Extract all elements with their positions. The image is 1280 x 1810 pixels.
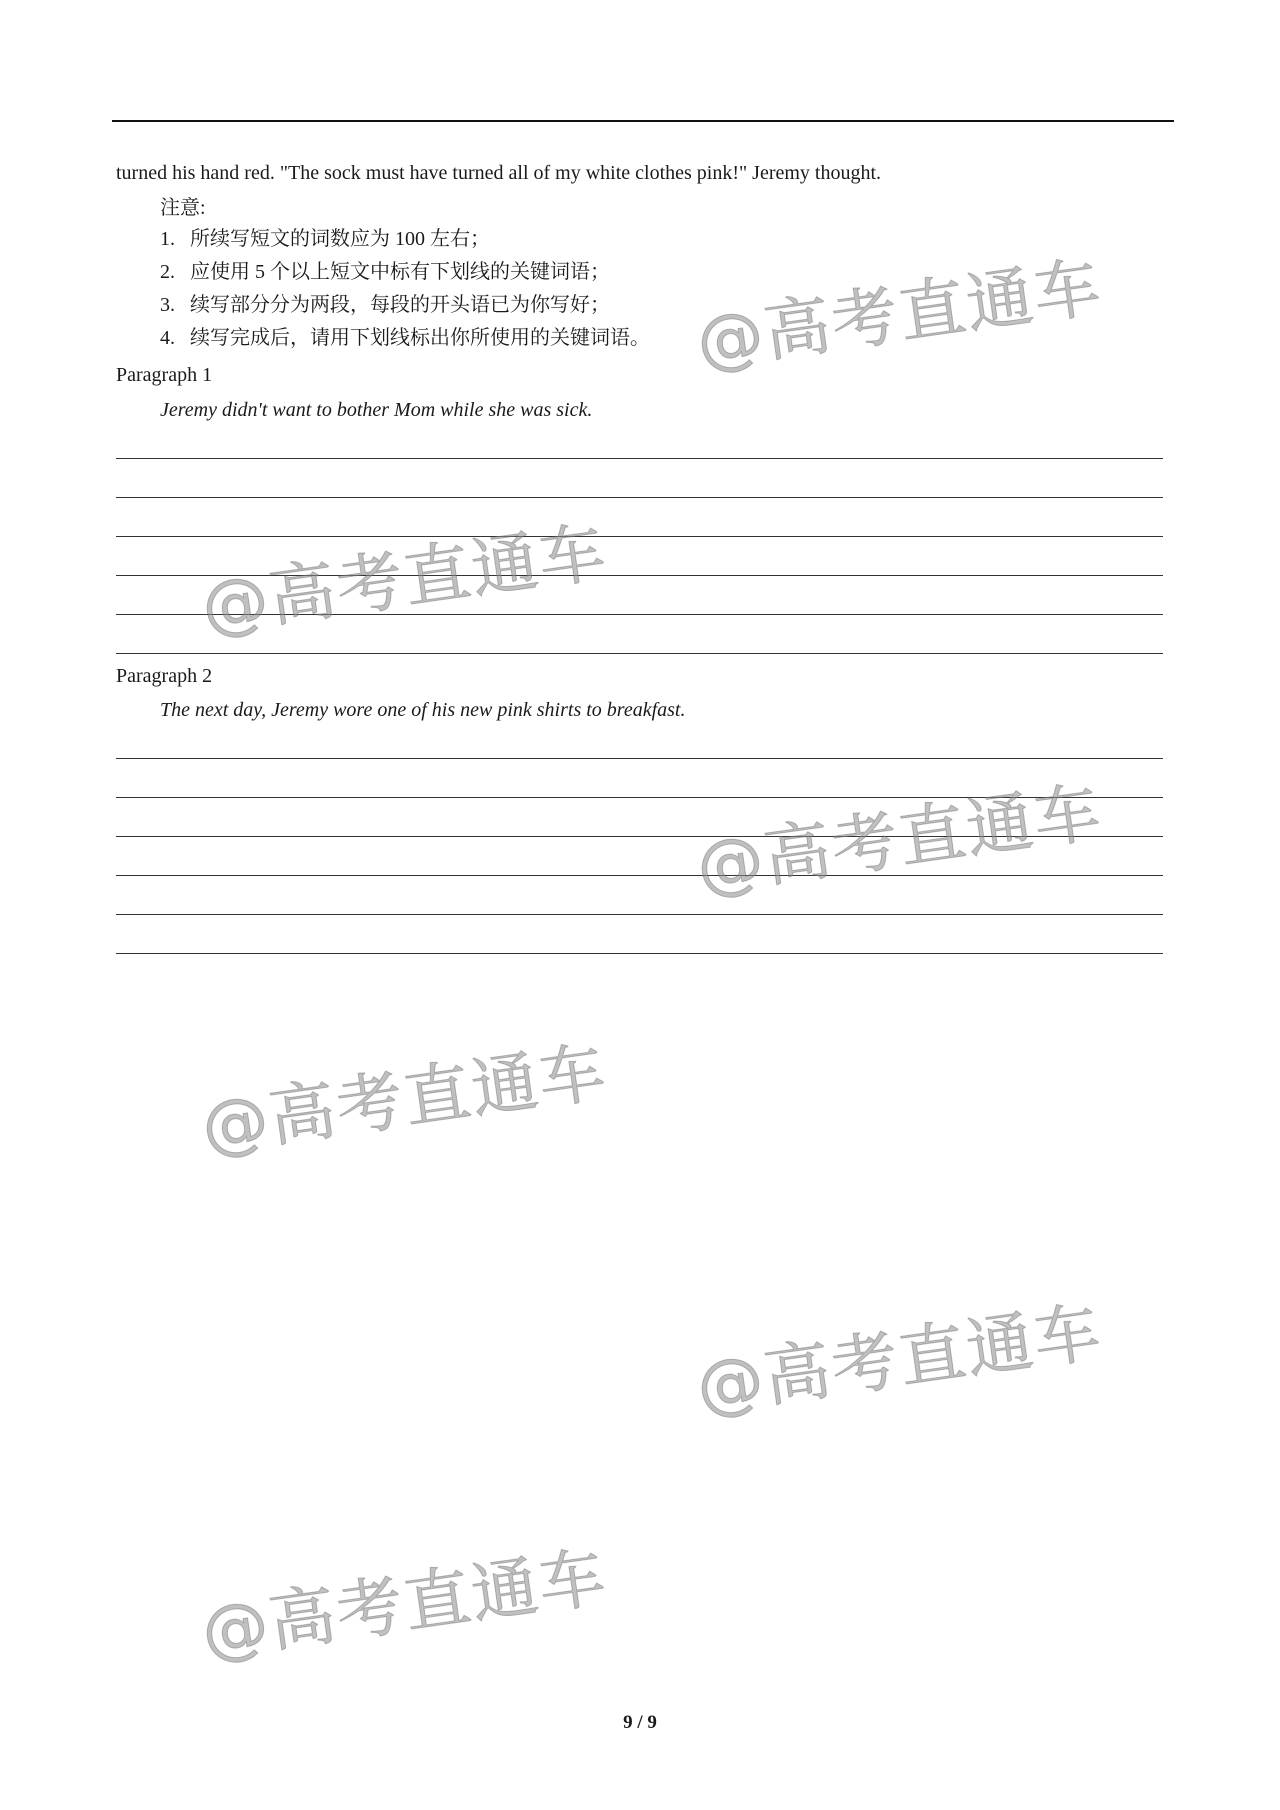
note-item <box>160 325 650 358</box>
writing-line[interactable] <box>116 498 1163 537</box>
watermark: @高考直通车 <box>692 1293 1107 1427</box>
writing-line[interactable] <box>116 876 1163 915</box>
note-item <box>160 292 650 325</box>
note-number: 2. <box>160 261 175 283</box>
note-text: 应使用 5 个以上短文中标有下划线的关键词语； <box>190 261 610 283</box>
note-number: 4. <box>160 327 175 349</box>
note-text: 续写完成后，请用下划线标出你所使用的关键词语。 <box>190 327 650 349</box>
notes-title: 注意: <box>160 197 206 219</box>
note-text: 续写部分分为两段，每段的开头语已为你写好； <box>190 294 610 316</box>
watermark: @高考直通车 <box>692 248 1107 382</box>
writing-line[interactable] <box>116 459 1163 498</box>
writing-line[interactable] <box>116 420 1163 459</box>
note-number: 3. <box>160 294 175 316</box>
writing-line[interactable] <box>116 915 1163 954</box>
note-number: 1. <box>160 228 175 250</box>
note-item <box>160 259 650 292</box>
writing-line[interactable] <box>116 720 1163 759</box>
watermark: @高考直通车 <box>197 1033 612 1167</box>
note-item <box>160 226 650 259</box>
paragraph1-label: Paragraph 1 <box>116 364 213 386</box>
watermark: @高考直通车 <box>197 513 612 647</box>
paragraph2-label: Paragraph 2 <box>116 665 213 687</box>
watermark: @高考直通车 <box>197 1538 612 1672</box>
page-number: 9 / 9 <box>623 1712 657 1733</box>
paragraph1-opening: Jeremy didn't want to bother Mom while she was sick. <box>160 399 593 421</box>
watermark: @高考直通车 <box>692 773 1107 907</box>
notes-list <box>160 226 650 358</box>
passage-continuation: turned his hand red. "The sock must have turned all of my white clothes pink!" Jeremy thought. <box>116 162 882 184</box>
paragraph2-opening: The next day, Jeremy wore one of his new pink shirts to breakfast. <box>160 699 686 721</box>
note-text: 所续写短文的词数应为 100 左右； <box>190 228 490 250</box>
header-rule <box>112 120 1174 122</box>
